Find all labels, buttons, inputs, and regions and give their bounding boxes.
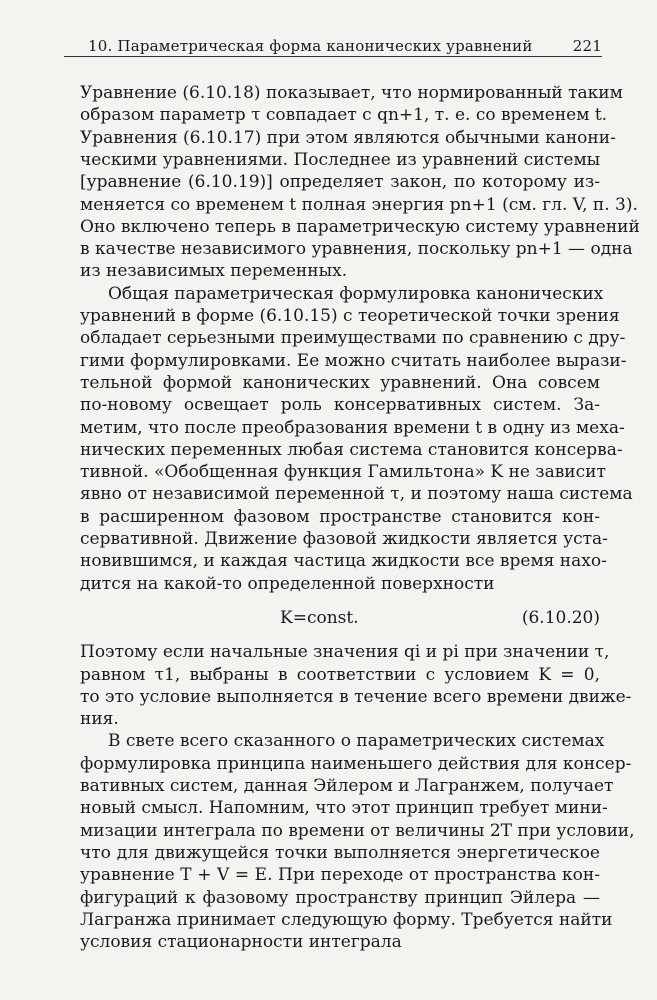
- text-line: формулировка принципа наименьшего действия для консер-: [80, 753, 632, 774]
- equation-number: (6.10.20): [521, 607, 600, 628]
- text-line: в качестве независимого уравнения, поскольку pn+1 — одна: [80, 239, 633, 260]
- text-line: гими формулировками. Ее можно считать наиболее вырази-: [80, 350, 627, 371]
- text-line: сервативной. Движение фазовой жидкости является уста-: [80, 529, 608, 549]
- text-line: дится на какой-то определенной поверхности: [80, 573, 495, 594]
- text-line: уравнений в форме (6.10.15) с теоретической точки зрения: [80, 306, 620, 326]
- page-number: 221: [572, 37, 602, 55]
- text-line: тивной. «Обобщенная функция Гамильтона» K не зависит: [80, 462, 606, 483]
- text-line: нических переменных любая система становится консерва-: [80, 439, 623, 460]
- text-line: обладает серьезными преимуществами по сравнению с дру-: [80, 328, 626, 349]
- text-line: Лагранжа принимает следующую форму. Требуется найти: [80, 909, 613, 930]
- text-line: то это условие выполняется в течение всего времени движе-: [80, 686, 632, 707]
- text-line: мизации интеграла по времени от величины 2T при условии,: [80, 820, 635, 841]
- text-line: тельной формой канонических уравнений. Она совсем: [80, 372, 600, 393]
- text-line: фигураций к фазовому пространству принцип Эйлера —: [80, 887, 600, 908]
- text-line: [уравнение (6.10.19)] определяет закон, по которому из-: [80, 172, 600, 193]
- text-line: условия стационарности интеграла: [80, 932, 402, 953]
- text-line: явно от независимой переменной τ, и поэтому наша система: [80, 484, 633, 505]
- equation-expression: K=const.: [280, 607, 359, 628]
- text-line: Уравнение (6.10.18) показывает, что нормированный таким: [80, 83, 623, 103]
- text-line: Поэтому если начальные значения qi и pi при значении τ,: [80, 642, 610, 663]
- header-title: 10. Параметрическая форма канонических уравнений: [88, 37, 533, 55]
- text-line: по-новому освещает роль консервативных систем. За-: [80, 395, 600, 416]
- text-line: меняется со временем t полная энергия pn+1 (см. гл. V, п. 3).: [80, 194, 638, 215]
- text-line: уравнение T + V = E. При переходе от пространства кон-: [80, 865, 600, 886]
- text-line: Уравнения (6.10.17) при этом являются обычными канони-: [80, 127, 616, 148]
- text-line: ния.: [80, 709, 119, 730]
- text-line: ческими уравнениями. Последнее из уравнений системы: [80, 149, 601, 170]
- text-line: новившимся, и каждая частица жидкости все время нахо-: [80, 551, 607, 572]
- text-line: из независимых переменных.: [80, 261, 348, 282]
- text-line: в расширенном фазовом пространстве становится кон-: [80, 506, 600, 527]
- text-line: Оно включено теперь в параметрическую систему уравнений: [80, 216, 640, 237]
- text-line: метим, что после преобразования времени t в одну из меха-: [80, 417, 625, 438]
- text-line: вативных систем, данная Эйлером и Лагранжем, получает: [80, 776, 614, 796]
- text-line: В свете всего сказанного о параметрических системах: [108, 731, 605, 752]
- display-equation: [80, 607, 600, 629]
- running-header: [64, 26, 602, 57]
- text-line: равном τ1, выбраны в соответствии с условием K = 0,: [80, 664, 600, 685]
- text-line: образом параметр τ совпадает с qn+1, т. е. со временем t.: [80, 105, 608, 126]
- text-line: Общая параметрическая формулировка канонических: [108, 283, 604, 304]
- text-line: новый смысл. Напомним, что этот принцип требует мини-: [80, 798, 608, 819]
- text-line: что для движущейся точки выполняется энергетическое: [80, 842, 600, 863]
